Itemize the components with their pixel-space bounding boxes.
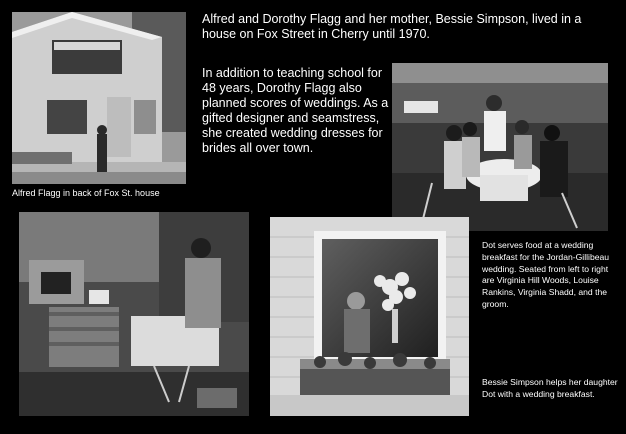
teaching-paragraph: In addition to teaching school for 48 years, Dorothy Flagg also planned scores of weddings. As a gifted designer and seamstress, she created wedding dresses for brides all over town.: [202, 66, 389, 155]
outdoor-kitchen-photo: [19, 212, 249, 416]
house-photo: [12, 12, 186, 184]
wedding-breakfast-photo: [392, 63, 608, 231]
window-caption: Bessie Simpson helps her daughter Dot with a wedding breakfast.: [482, 377, 618, 399]
intro-text: Alfred and Dorothy Flagg and her mother, Bessie Simpson, lived in a house on Fox Street in Cherry until 1970.: [202, 12, 582, 41]
house-caption: Alfred Flagg in back of Fox St. house: [12, 188, 160, 198]
wedding-caption: Dot serves food at a wedding breakfast for the Jordan-Gillibeau wedding. Seated from left to right are Virginia Hill Woods, Louise Rankins, Virginia Shadd, and the groom.: [482, 240, 610, 309]
window-photo: [270, 217, 469, 416]
